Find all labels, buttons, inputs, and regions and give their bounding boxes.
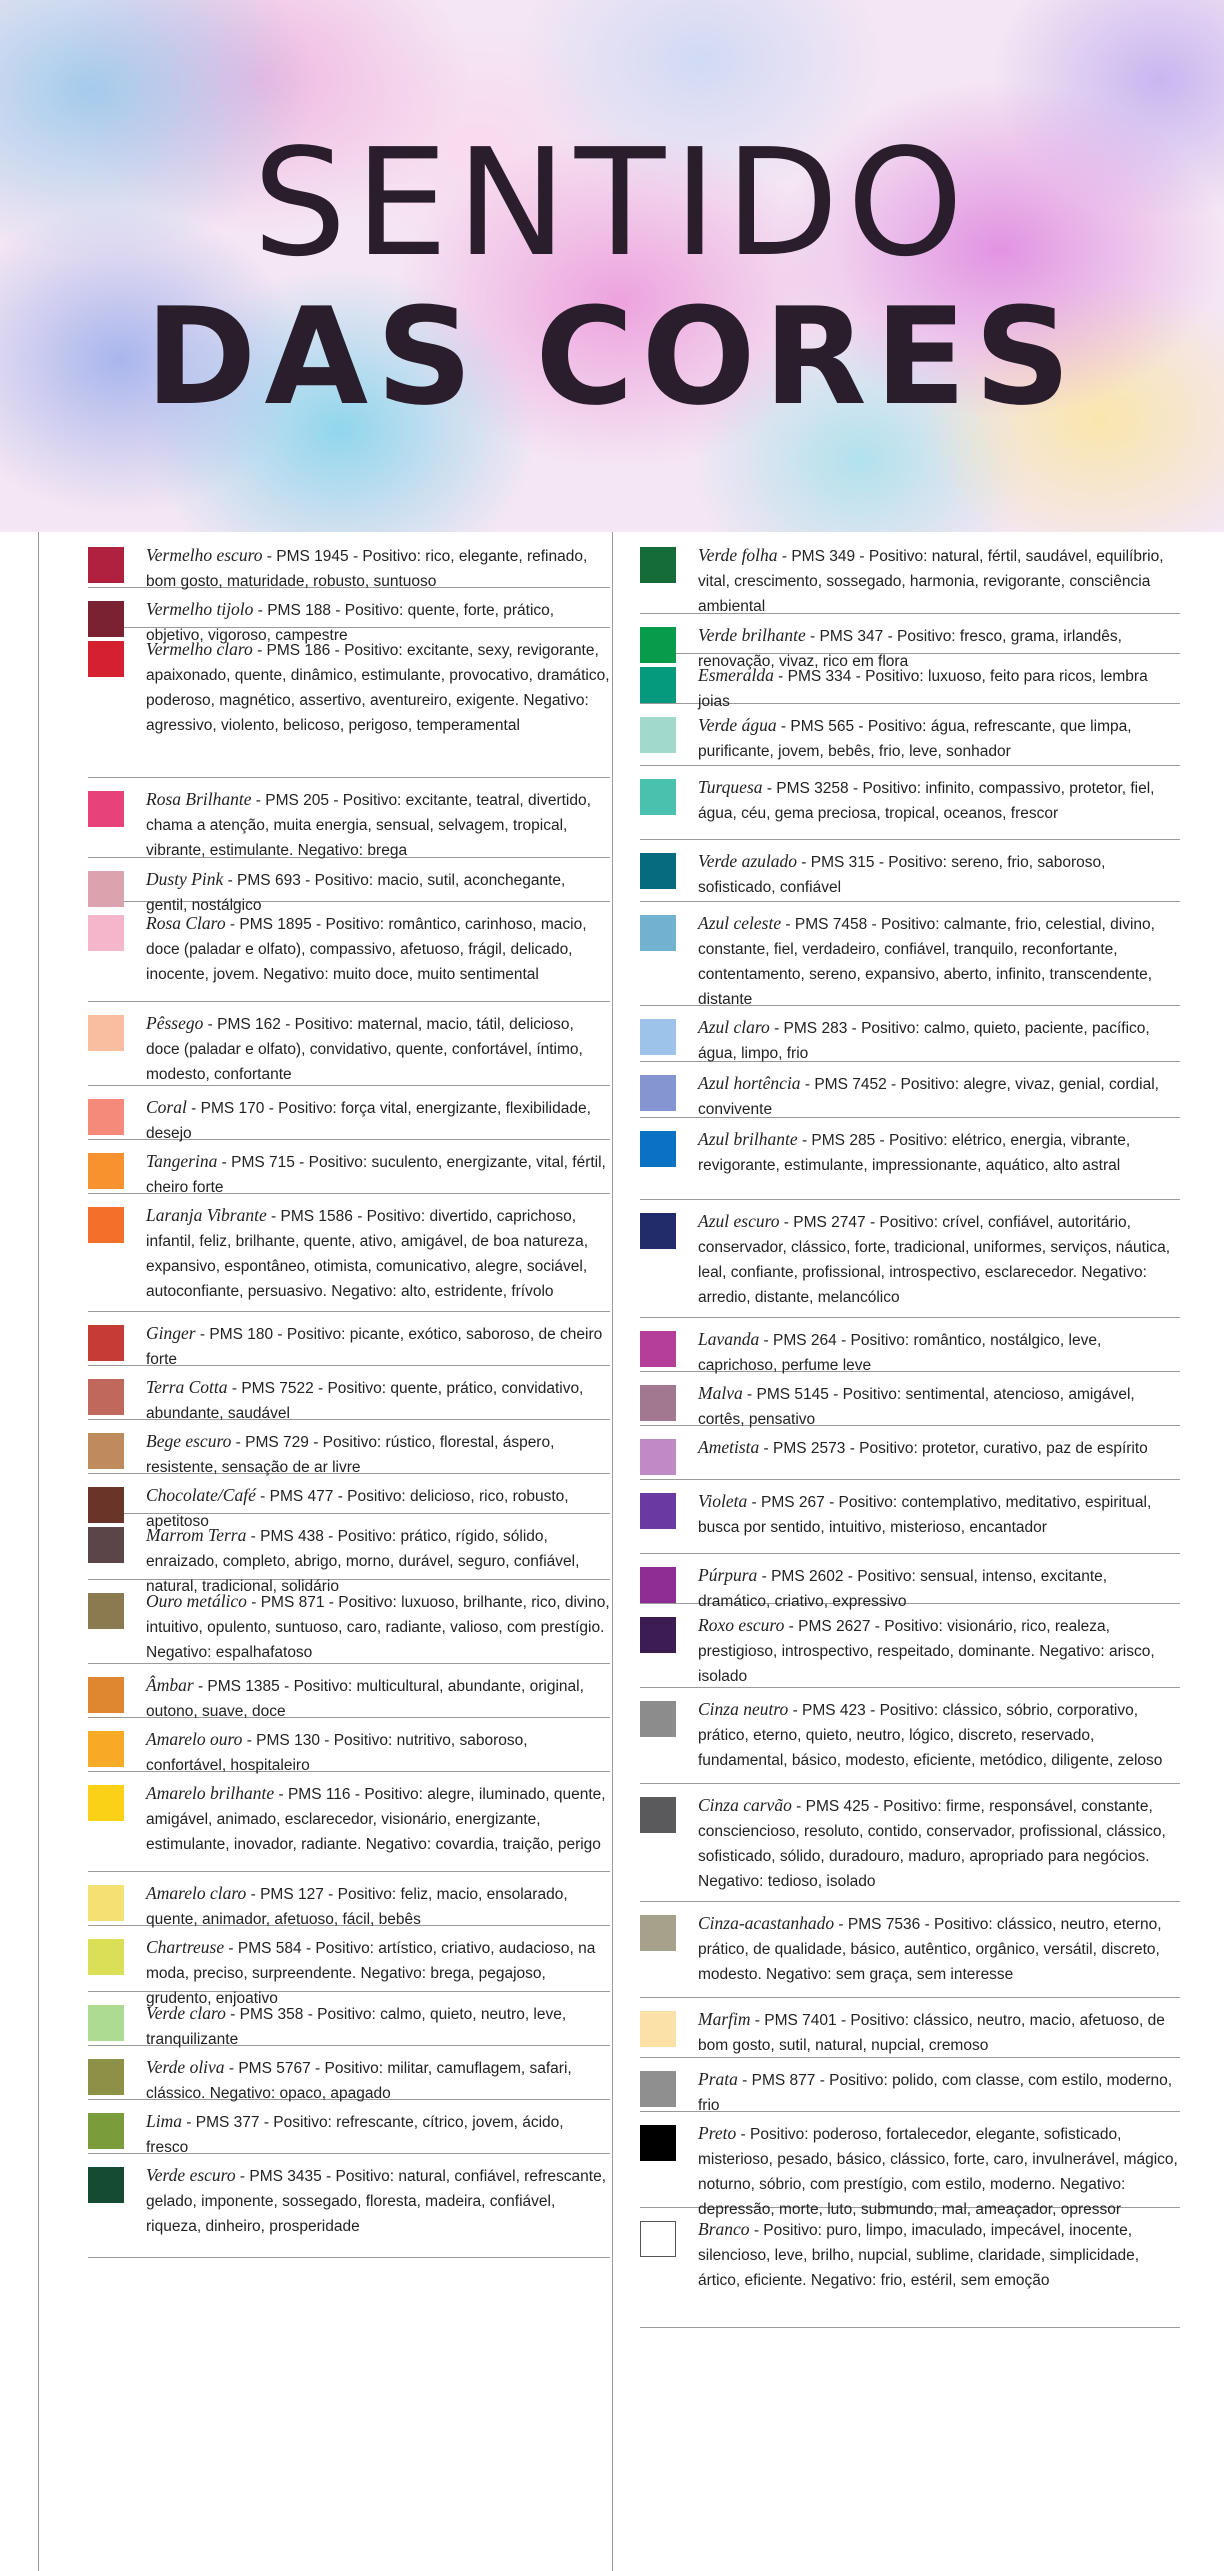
color-name: Lima <box>146 2111 182 2131</box>
title-line-1: SENTIDO <box>252 117 972 289</box>
color-swatch <box>640 1493 676 1529</box>
color-meaning: - PMS 715 - Positivo: suculento, energizante, vital, fértil, cheiro forte <box>146 1154 606 1196</box>
color-name: Marfim <box>698 2009 751 2029</box>
color-description <box>146 1011 610 1087</box>
color-meaning: - PMS 871 - Positivo: luxuoso, brilhante, rico, divino, intuitivo, opulento, suntuoso, caro, radiante, valioso, com prestígio. Negativo: espalhafatoso <box>146 1594 610 1661</box>
color-description <box>698 1381 1180 1432</box>
color-name: Verde oliva <box>146 2057 225 2077</box>
color-description <box>698 1071 1180 1122</box>
color-name: Verde folha <box>698 545 778 565</box>
color-name: Verde escuro <box>146 2165 236 2185</box>
color-name: Turquesa <box>698 777 763 797</box>
color-entry <box>88 1420 610 1474</box>
color-entry <box>640 1688 1180 1784</box>
color-description <box>698 849 1180 900</box>
color-entry <box>88 902 610 1002</box>
color-name: Vermelho tijolo <box>146 599 254 619</box>
color-name: Rosa Brilhante <box>146 789 252 809</box>
color-entry <box>640 2058 1180 2112</box>
color-entry <box>88 1664 610 1718</box>
color-meaning: - PMS 5767 - Positivo: militar, camuflagem, safari, clássico. Negativo: opaco, apagado <box>146 2060 572 2102</box>
color-entry <box>640 2112 1180 2218</box>
color-description <box>146 787 610 863</box>
color-description <box>698 1015 1180 1066</box>
color-entry <box>88 534 610 588</box>
color-meaning: - PMS 477 - Positivo: delicioso, rico, robusto, apetitoso <box>146 1488 569 1530</box>
color-description <box>698 713 1180 764</box>
color-swatch <box>88 1015 124 1051</box>
color-swatch <box>640 1075 676 1111</box>
color-swatch <box>88 1099 124 1135</box>
color-name: Terra Cotta <box>146 1377 228 1397</box>
color-swatch <box>640 2011 676 2047</box>
color-name: Dusty Pink <box>146 869 224 889</box>
color-name: Coral <box>146 1097 187 1117</box>
color-meaning: - PMS 116 - Positivo: alegre, iluminado, quente, amigável, animado, esclarecedor, visionário, energizante, estimulante, inovador, radiante. Negativo: covardia, traição, perigo <box>146 1786 606 1853</box>
color-description <box>698 1127 1180 1178</box>
color-swatch <box>88 1593 124 1629</box>
color-name: Chocolate/Café <box>146 1485 256 1505</box>
color-entry <box>640 1318 1180 1372</box>
color-entry <box>88 1312 610 1366</box>
color-swatch <box>640 1385 676 1421</box>
color-name: Ametista <box>698 1437 760 1457</box>
color-description <box>698 775 1180 826</box>
color-description <box>146 543 610 594</box>
color-name: Vermelho escuro <box>146 545 263 565</box>
color-entry <box>640 1902 1180 1998</box>
color-meaning: - PMS 5145 - Positivo: sentimental, atencioso, amigável, cortês, pensativo <box>698 1386 1135 1428</box>
color-meaning: - PMS 186 - Positivo: excitante, sexy, revigorante, apaixonado, quente, dinâmico, estimulante, provocativo, dramático, poderoso, magnético, assertivo, aventureiro, exigente. Negativo: agressivo, violento, belicoso, perigoso, temperamental <box>146 642 610 734</box>
color-description <box>698 1911 1180 1987</box>
color-description <box>146 1589 610 1665</box>
color-swatch <box>640 2125 676 2161</box>
color-entry <box>88 1086 610 1140</box>
color-entry <box>640 766 1180 840</box>
color-meaning: - PMS 334 - Positivo: luxuoso, feito para ricos, lembra joias <box>698 668 1148 710</box>
color-swatch <box>640 1213 676 1249</box>
color-swatch <box>88 547 124 583</box>
color-name: Ouro metálico <box>146 1591 247 1611</box>
color-meaning: - PMS 358 - Positivo: calmo, quieto, neutro, leve, tranquilizante <box>146 2006 567 2048</box>
color-swatch <box>640 1567 676 1603</box>
color-entry <box>640 1784 1180 1902</box>
color-description <box>146 1095 610 1146</box>
color-description <box>146 1149 610 1200</box>
color-swatch <box>88 1325 124 1361</box>
color-meaning: - PMS 315 - Positivo: sereno, frio, saboroso, sofisticado, confiável <box>698 854 1106 896</box>
color-meaning: - PMS 2747 - Positivo: crível, confiável, autoritário, conservador, clássico, forte, tradicional, uniformes, serviços, náutica, leal, confiante, profissional, introspectivo, esclarecedor. Negativo: arredio, distante, melancólico <box>698 1214 1171 1306</box>
color-meaning: - PMS 347 - Positivo: fresco, grama, irlandês, renovação, vivaz, rico em flora <box>698 628 1122 670</box>
right-color-list <box>640 534 1180 2328</box>
color-entry <box>640 1372 1180 1426</box>
color-swatch <box>88 2005 124 2041</box>
color-entry <box>640 1062 1180 1118</box>
color-description <box>146 2109 610 2160</box>
color-meaning: - PMS 180 - Positivo: picante, exótico, saboroso, de cheiro forte <box>146 1326 603 1368</box>
color-meaning: - PMS 7536 - Positivo: clássico, neutro, eterno, prático, de qualidade, básico, autêntico, orgânico, versátil, discreto, modesto. Negativo: sem graça, sem interesse <box>698 1916 1162 1983</box>
color-swatch <box>640 1797 676 1833</box>
color-entry <box>640 1480 1180 1554</box>
color-meaning: - PMS 170 - Positivo: força vital, energizante, flexibilidade, desejo <box>146 1100 591 1142</box>
color-name: Pêssego <box>146 1013 204 1033</box>
color-description <box>146 1781 610 1857</box>
color-meaning: - PMS 877 - Positivo: polido, com classe, com estilo, moderno, frio <box>698 2072 1173 2114</box>
color-meaning: - PMS 3435 - Positivo: natural, confiável, refrescante, gelado, imponente, sossegado, floresta, madeira, confiável, riqueza, dinheiro, prosperidade <box>146 2168 607 2235</box>
color-meaning: - PMS 693 - Positivo: macio, sutil, aconchegante, gentil, nostálgico <box>146 872 566 914</box>
color-name: Verde brilhante <box>698 625 806 645</box>
color-description <box>146 1203 610 1304</box>
color-swatch <box>640 2221 676 2257</box>
color-description <box>146 1375 610 1426</box>
color-entry <box>640 1118 1180 1200</box>
color-description <box>698 2121 1180 2222</box>
color-meaning: - PMS 1385 - Positivo: multicultural, abundante, original, outono, suave, doce <box>146 1678 584 1720</box>
color-entry <box>88 858 610 914</box>
color-entry <box>640 1200 1180 1318</box>
color-entry <box>88 1992 610 2046</box>
color-name: Marrom Terra <box>146 1525 247 1545</box>
color-swatch <box>88 2167 124 2203</box>
color-swatch <box>640 547 676 583</box>
color-description <box>698 2067 1180 2118</box>
color-swatch <box>88 1785 124 1821</box>
color-description <box>698 1793 1180 1894</box>
color-meaning: - PMS 205 - Positivo: excitante, teatral, divertido, chama a atenção, muita energia, sensual, selvagem, tropical, vibrante, estimulante. Negativo: brega <box>146 792 591 859</box>
color-entry <box>88 1926 610 2007</box>
color-meaning: - PMS 3258 - Positivo: infinito, compassivo, protetor, fiel, água, céu, gema preciosa, tropical, oceanos, frescor <box>698 780 1155 822</box>
color-swatch <box>88 2059 124 2095</box>
color-swatch <box>88 2113 124 2149</box>
color-name: Esmeralda <box>698 665 774 685</box>
color-description <box>146 1429 610 1480</box>
color-description <box>698 1613 1180 1689</box>
color-meaning: - PMS 425 - Positivo: firme, responsável, constante, consciencioso, resoluto, contido, conservador, profissional, clássico, sofisticado, sólido, duradouro, maduro, apropriado para negócios. Negativo: tedioso, isolado <box>698 1798 1166 1890</box>
color-entry <box>640 840 1180 902</box>
color-meaning: - PMS 2573 - Positivo: protetor, curativo, paz de espírito <box>759 1440 1148 1457</box>
color-entry <box>640 1554 1180 1610</box>
color-name: Tangerina <box>146 1151 218 1171</box>
color-meaning: - PMS 438 - Positivo: prático, rígido, sólido, enraizado, completo, abrigo, morno, durável, seguro, confiável, natural, tradicional, solidário <box>146 1528 580 1595</box>
color-swatch <box>640 1617 676 1653</box>
color-swatch <box>640 667 676 703</box>
color-meaning: - PMS 264 - Positivo: romântico, nostálgico, leve, caprichoso, perfume leve <box>698 1332 1102 1374</box>
color-swatch <box>88 1207 124 1243</box>
color-entry <box>88 1474 610 1530</box>
color-name: Azul escuro <box>698 1211 780 1231</box>
color-entry <box>88 1002 610 1086</box>
color-meaning: - PMS 377 - Positivo: refrescante, cítrico, jovem, ácido, fresco <box>146 2114 564 2156</box>
color-swatch <box>88 1885 124 1921</box>
color-meaning: - PMS 127 - Positivo: feliz, macio, ensolarado, quente, animador, afetuoso, fácil, bebês <box>146 1886 568 1928</box>
color-name: Púrpura <box>698 1565 758 1585</box>
color-meaning: - PMS 7452 - Positivo: alegre, vivaz, genial, cordial, convivente <box>698 1076 1159 1118</box>
color-description <box>698 1697 1180 1773</box>
color-meaning: - PMS 285 - Positivo: elétrico, energia, vibrante, revigorante, estimulante, impressionante, aquático, alto astral <box>698 1132 1131 1174</box>
color-meaning: - Positivo: puro, limpo, imaculado, impecável, inocente, silencioso, leve, brilho, nupcial, sublime, claridade, simplicidade, ártico, eficiente. Negativo: frio, estéril, sem emoção <box>698 2222 1140 2289</box>
color-description <box>146 2001 610 2052</box>
color-name: Laranja Vibrante <box>146 1205 267 1225</box>
color-swatch <box>640 1915 676 1951</box>
color-entry <box>640 654 1180 710</box>
color-meaning: - PMS 188 - Positivo: quente, forte, prático, objetivo, vigoroso, campestre <box>146 602 555 644</box>
color-swatch <box>640 1701 676 1737</box>
color-name: Branco <box>698 2219 750 2239</box>
color-name: Âmbar <box>146 1675 194 1695</box>
color-description <box>698 2217 1180 2293</box>
color-meaning: - PMS 2602 - Positivo: sensual, intenso, excitante, dramático, criativo, expressivo <box>698 1568 1108 1610</box>
color-entry <box>640 1604 1180 1688</box>
color-meaning: - PMS 7458 - Positivo: calmante, frio, celestial, divino, constante, fiel, verdadeiro, confiável, tranquilo, reconfortante, contentamento, sereno, expansivo, aberto, infinito, transcendente, distante <box>698 916 1155 1008</box>
color-name: Azul hortência <box>698 1073 801 1093</box>
color-meaning: - PMS 162 - Positivo: maternal, macio, tátil, delicioso, doce (paladar e olfato), convidativo, quente, confortável, íntimo, modesto, confortante <box>146 1016 583 1083</box>
color-description <box>698 1209 1180 1310</box>
color-name: Verde claro <box>146 2003 226 2023</box>
color-description <box>146 1673 610 1724</box>
color-entry <box>88 1718 610 1772</box>
color-meaning: - PMS 565 - Positivo: água, refrescante, que limpa, purificante, jovem, bebês, frio, leve, sonhador <box>698 718 1132 760</box>
color-meaning: - PMS 2627 - Positivo: visionário, rico, realeza, prestigioso, introspectivo, respeitado, dominante. Negativo: arisco, isolado <box>698 1618 1155 1685</box>
color-entry <box>88 1872 610 1926</box>
color-name: Lavanda <box>698 1329 760 1349</box>
header-banner <box>0 0 1224 532</box>
color-swatch <box>88 1731 124 1767</box>
color-swatch <box>640 1331 676 1367</box>
color-description <box>698 911 1180 1012</box>
color-description <box>146 1727 610 1778</box>
color-swatch <box>88 1939 124 1975</box>
color-description <box>146 1881 610 1932</box>
color-entry <box>88 1194 610 1312</box>
color-description <box>146 911 610 987</box>
color-name: Amarelo claro <box>146 1883 247 1903</box>
color-name: Verde água <box>698 715 777 735</box>
color-swatch <box>640 1019 676 1055</box>
color-meaning: - PMS 729 - Positivo: rústico, florestal, áspero, resistente, sensação de ar livre <box>146 1434 555 1476</box>
color-swatch <box>640 717 676 753</box>
color-name: Ginger <box>146 1323 196 1343</box>
color-entry <box>640 902 1180 1006</box>
color-description <box>146 637 610 738</box>
color-entry <box>88 588 610 644</box>
title-line-2: DAS CORES <box>145 279 1079 435</box>
color-name: Rosa Claro <box>146 913 226 933</box>
color-entry <box>640 704 1180 766</box>
color-name: Verde azulado <box>698 851 797 871</box>
color-name: Preto <box>698 2123 737 2143</box>
color-meaning: - PMS 267 - Positivo: contemplativo, meditativo, espiritual, busca por sentido, intuitivo, misterioso, encantador <box>698 1494 1152 1536</box>
color-swatch <box>88 1433 124 1469</box>
color-entry <box>640 534 1180 614</box>
color-swatch <box>88 915 124 951</box>
color-meaning: - PMS 130 - Positivo: nutritivo, saboroso, confortável, hospitaleiro <box>146 1732 528 1774</box>
color-entry <box>640 1006 1180 1062</box>
color-swatch <box>88 1379 124 1415</box>
color-name: Prata <box>698 2069 738 2089</box>
color-meaning: - PMS 283 - Positivo: calmo, quieto, paciente, pacífico, água, limpo, frio <box>698 1020 1150 1062</box>
color-name: Azul celeste <box>698 913 782 933</box>
color-description <box>698 543 1180 619</box>
color-name: Roxo escuro <box>698 1615 785 1635</box>
color-description <box>146 1321 610 1372</box>
color-meaning: - PMS 423 - Positivo: clássico, sóbrio, corporativo, prático, eterno, quieto, neutro, lógico, discreto, reservado, fundamental, básico, modesto, eficiente, metódico, diligente, zeloso <box>698 1702 1163 1769</box>
color-name: Violeta <box>698 1491 748 1511</box>
color-entry <box>88 1580 610 1664</box>
color-description <box>146 2055 610 2106</box>
color-meaning: - PMS 584 - Positivo: artístico, criativo, audacioso, na moda, preciso, surpreendente. Negativo: brega, pegajoso, grudento, enjoativo <box>146 1940 596 2007</box>
color-description <box>146 2163 610 2239</box>
color-entry <box>640 2208 1180 2328</box>
color-entry <box>640 1998 1180 2058</box>
color-swatch <box>640 853 676 889</box>
color-entry <box>88 2100 610 2154</box>
color-swatch <box>88 1677 124 1713</box>
color-entry <box>88 1366 610 1420</box>
color-meaning: - PMS 1586 - Positivo: divertido, caprichoso, infantil, feliz, brilhante, quente, ativo, amigável, de boa natureza, expansivo, espontâneo, otimista, comunicativo, alegre, sociável, autoconfiante, persuasivo. Negativo: alto, estridente, frívolo <box>146 1208 589 1300</box>
color-entry <box>88 628 610 778</box>
color-meaning: - Positivo: poderoso, fortalecedor, elegante, sofisticado, misterioso, pesado, básico, clássico, forte, caro, invulnerável, mágico, noturno, sóbrio, com prestígio, com estilo, moderno. Negativo: depressão, morte, luto, submundo, mal, ameaçador, opressor <box>698 2126 1178 2218</box>
color-name: Amarelo brilhante <box>146 1783 275 1803</box>
color-description <box>698 2007 1180 2058</box>
color-name: Cinza neutro <box>698 1699 789 1719</box>
color-meaning: - PMS 7401 - Positivo: clássico, neutro, macio, afetuoso, de bom gosto, sutil, natural, nupcial, cremoso <box>698 2012 1165 2054</box>
color-description <box>698 1489 1180 1540</box>
color-name: Azul brilhante <box>698 1129 798 1149</box>
color-entry <box>88 2046 610 2100</box>
color-entry <box>88 1514 610 1595</box>
color-swatch <box>640 779 676 815</box>
color-name: Amarelo ouro <box>146 1729 243 1749</box>
color-entry <box>640 614 1180 670</box>
color-description <box>698 1435 1180 1461</box>
color-entry <box>88 1772 610 1872</box>
color-entry <box>88 1140 610 1194</box>
left-color-list <box>88 534 610 2258</box>
color-swatch <box>640 1439 676 1475</box>
color-name: Cinza-acastanhado <box>698 1913 835 1933</box>
color-swatch <box>640 1131 676 1167</box>
color-meaning: - PMS 349 - Positivo: natural, fértil, saudável, equilíbrio, vital, crescimento, sossegado, harmonia, revigorante, consciência ambiental <box>698 548 1164 615</box>
color-entry <box>640 1426 1180 1480</box>
color-swatch <box>88 641 124 677</box>
color-name: Chartreuse <box>146 1937 225 1957</box>
color-meaning: - PMS 1895 - Positivo: romântico, carinhoso, macio, doce (paladar e olfato), compassivo, afetuoso, frágil, delicado, inocente, jovem. Negativo: muito doce, muito sentimental <box>146 916 587 983</box>
color-swatch <box>88 791 124 827</box>
color-entry <box>88 2154 610 2258</box>
color-swatch <box>640 2071 676 2107</box>
color-name: Vermelho claro <box>146 639 253 659</box>
color-meaning: - PMS 1945 - Positivo: rico, elegante, refinado, bom gosto, maturidade, robusto, suntuoso <box>146 548 588 590</box>
color-name: Bege escuro <box>146 1431 232 1451</box>
color-description <box>698 1327 1180 1378</box>
column-divider <box>612 532 613 2571</box>
color-entry <box>88 778 610 858</box>
color-meaning: - PMS 7522 - Positivo: quente, prático, convidativo, abundante, saudável <box>146 1380 584 1422</box>
color-name: Cinza carvão <box>698 1795 792 1815</box>
color-swatch <box>640 915 676 951</box>
color-name: Azul claro <box>698 1017 770 1037</box>
color-name: Malva <box>698 1383 743 1403</box>
color-swatch <box>88 1527 124 1563</box>
color-swatch <box>88 1153 124 1189</box>
